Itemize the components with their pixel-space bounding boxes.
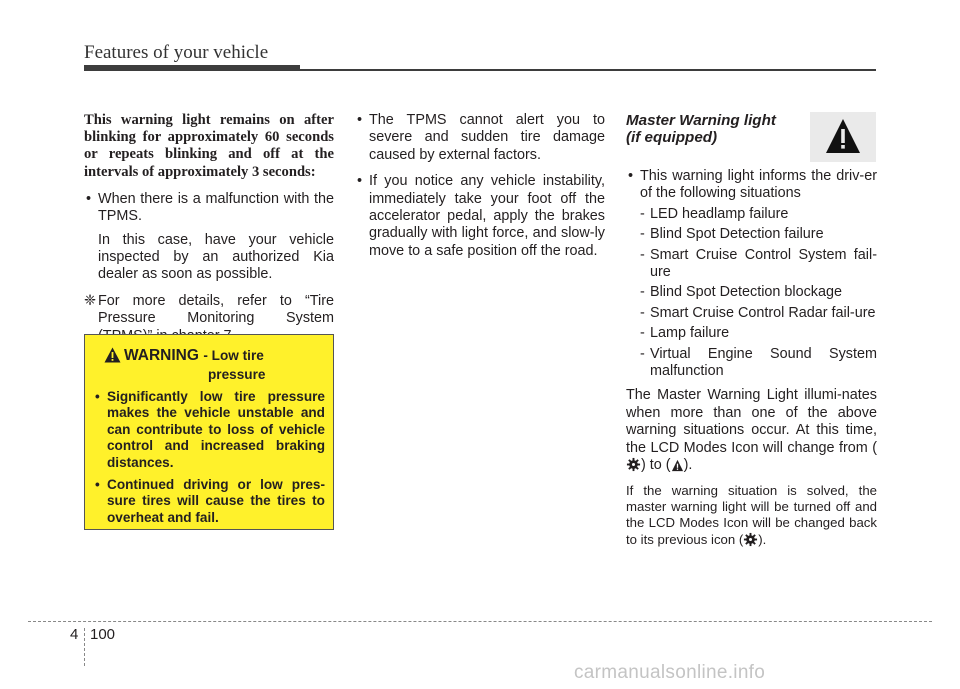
warning-triangle-icon: [671, 459, 684, 472]
situation-list: [626, 206, 877, 381]
warning-item: • Significantly low tire pressure makes the vehicle unstable and can contribute to loss of vehicle control and increased braking distances.: [95, 389, 325, 470]
warning-list: [93, 389, 325, 532]
intro-paragraph: This warning light remains on after blinking for approximately 60 seconds or repeats blinking and off at the intervals of approximately 3 seconds:: [84, 112, 334, 180]
bullet-dot: •: [86, 190, 92, 207]
list-item: - Smart Cruise Control System fail-ure: [640, 246, 877, 281]
section-title: Master Warning light: [626, 112, 776, 129]
column-left: [84, 112, 334, 345]
bullet-continuation: In this case, have your vehicle inspected by an authorized Kia dealer as soon as possible.: [98, 231, 334, 283]
header-title: Features of your vehicle: [84, 42, 269, 63]
section-subtitle: (if equipped): [626, 129, 718, 146]
warning-title: WARNING: [124, 347, 199, 364]
column-middle: [355, 112, 605, 260]
list-item: - Blind Spot Detection blockage: [640, 284, 842, 301]
warning-subtitle: - Low tire: [203, 348, 264, 363]
bullet-item: • The TPMS cannot alert you to severe and sudden tire damage caused by external factors.: [357, 112, 605, 163]
column-right: [626, 112, 877, 548]
bullet-item: • If you notice any vehicle instability, immediately take your foot off the accelerator pedal, apply the brakes gradually with light force, and slow-ly move to a safe position off the road.: [357, 173, 605, 259]
footer-vertical-divider: [84, 628, 85, 666]
page-number: 100: [90, 626, 116, 643]
list-item: - LED headlamp failure: [640, 205, 789, 222]
chapter-number: 4: [70, 626, 79, 643]
warning-item: • Continued driving or low pres-sure tires will cause the tires to overheat and fail.: [95, 477, 325, 525]
footer-divider: [28, 621, 932, 622]
note-mark-icon: ❈: [84, 292, 97, 309]
warning-subtitle-2: pressure: [208, 367, 266, 382]
bullet-item: • When there is a malfunction with the TPMS.: [86, 190, 334, 225]
description-paragraph: If the warning situation is solved, the master warning light will be turned off and the LCD Modes Icon will be changed back to its previous icon ( ).: [626, 482, 877, 547]
gear-icon: [626, 457, 641, 472]
header-rule: [300, 69, 876, 71]
list-item: - Blind Spot Detection failure: [640, 226, 824, 243]
watermark-text: carmanualsonline.info: [574, 662, 766, 683]
warning-triangle-icon: [104, 347, 121, 363]
list-item: - Smart Cruise Control Radar fail-ure: [640, 304, 876, 321]
warning-heading: [104, 347, 324, 382]
bullet-item: • This warning light informs the driv-er of the following situations: [628, 168, 877, 202]
list-item: - Virtual Engine Sound System malfunction: [640, 345, 877, 380]
note-paragraph: ❈ For more details, refer to “Tire Pressure Monitoring System: [84, 292, 334, 327]
header-bar: [84, 65, 300, 71]
gear-icon: [743, 532, 758, 547]
list-item: - Lamp failure: [640, 325, 730, 342]
description-paragraph: The Master Warning Light illumi-nates when more than one of the above warning situations occur. At this time, the LCD Modes Icon will change from () to ( ).: [626, 387, 877, 474]
warning-box: [84, 334, 334, 530]
